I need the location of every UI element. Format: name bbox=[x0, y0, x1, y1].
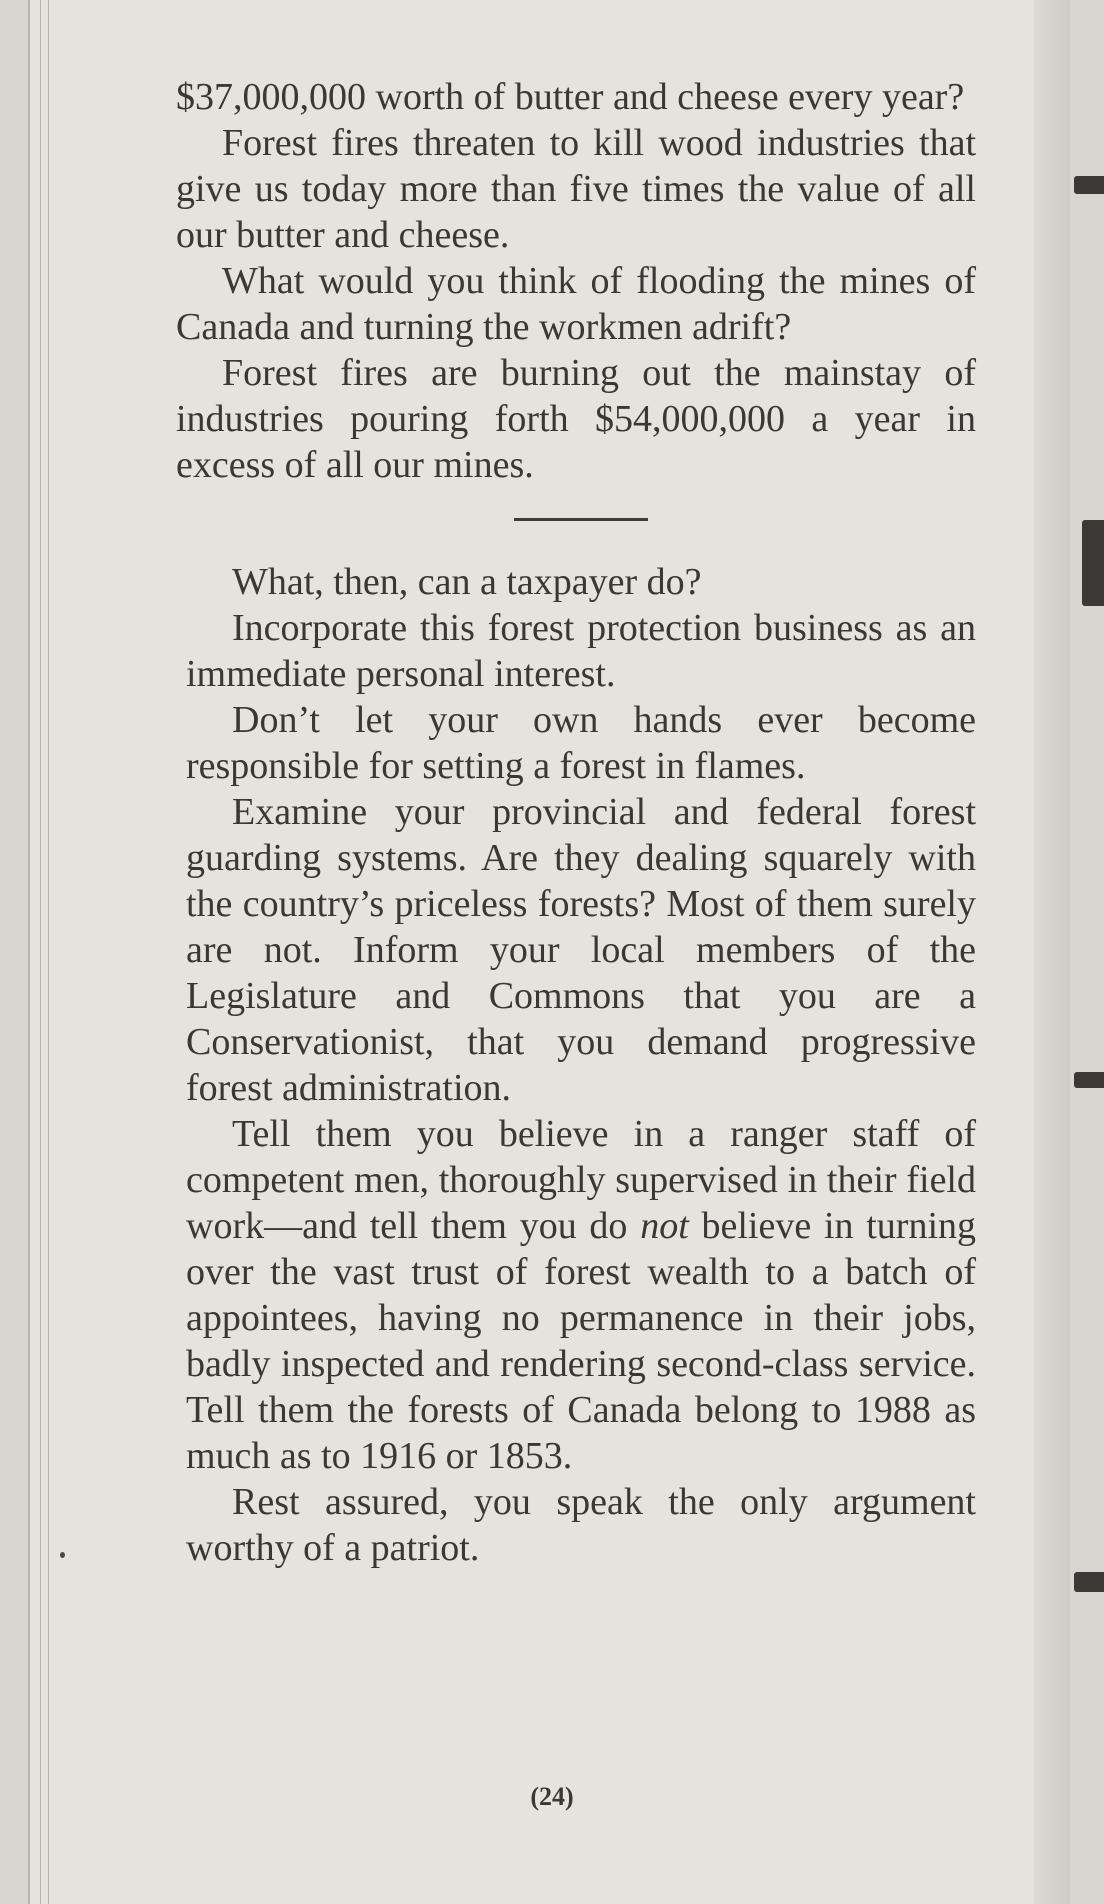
paragraph-closing: Rest assured, you speak the only argument worthy of a patriot. bbox=[186, 1481, 976, 1569]
gutter-line bbox=[48, 0, 49, 1904]
page-edge bbox=[1034, 0, 1070, 1904]
section-two bbox=[186, 559, 976, 1571]
binding-tab bbox=[1074, 1572, 1104, 1592]
text-body bbox=[176, 74, 976, 1571]
tell-them-text-start: Tell them you believe in a ranger staff of competent men, thoroughly supervised in their field work—and tell them you do bbox=[186, 1113, 976, 1247]
paragraph-incorporate: Incorporate this forest protection business as an immediate personal interest. bbox=[186, 607, 976, 695]
binding-tab bbox=[1074, 176, 1104, 194]
paragraph-2: Forest fires threaten to kill wood industries that give us today more than five times the value of all our butter and cheese. bbox=[176, 122, 976, 256]
paragraph-dont-let: Don’t let your own hands ever become responsible for setting a forest in flames. bbox=[186, 699, 976, 787]
paragraph-3: What would you think of flooding the mines of Canada and turning the workmen adrift? bbox=[176, 260, 976, 348]
ink-speck bbox=[60, 1552, 65, 1558]
paragraph-question: What, then, can a taxpayer do? bbox=[232, 561, 702, 603]
emphasis-not: not bbox=[640, 1205, 689, 1247]
paragraph-examine: Examine your provincial and federal forest guarding systems. Are they dealing squarely with the country’s priceless forests? Most of them surely are not. Inform your local members of the Legislature and Commons that you are a Conservationist, that you demand progressive forest administration. bbox=[186, 791, 976, 1109]
page-number: (24) bbox=[530, 1782, 574, 1811]
paragraph-1: $37,000,000 worth of butter and cheese every year? bbox=[176, 76, 965, 118]
section-divider bbox=[514, 518, 648, 521]
tell-them-text-end: believe in turning over the vast trust of forest wealth to a batch of appointees, having no permanence in their jobs, badly inspected and rendering second-class service. Tell them the forests of Canada belong to 1988 as much as to 1916 or 1853. bbox=[186, 1205, 977, 1477]
gutter-line bbox=[40, 0, 41, 1904]
paragraph-tell-them bbox=[186, 1111, 976, 1479]
binding-tab bbox=[1074, 1072, 1104, 1088]
paragraph-4: Forest fires are burning out the mainstay of industries pouring forth $54,000,000 a year in excess of all our mines. bbox=[176, 352, 976, 486]
binding-tab bbox=[1082, 520, 1104, 606]
